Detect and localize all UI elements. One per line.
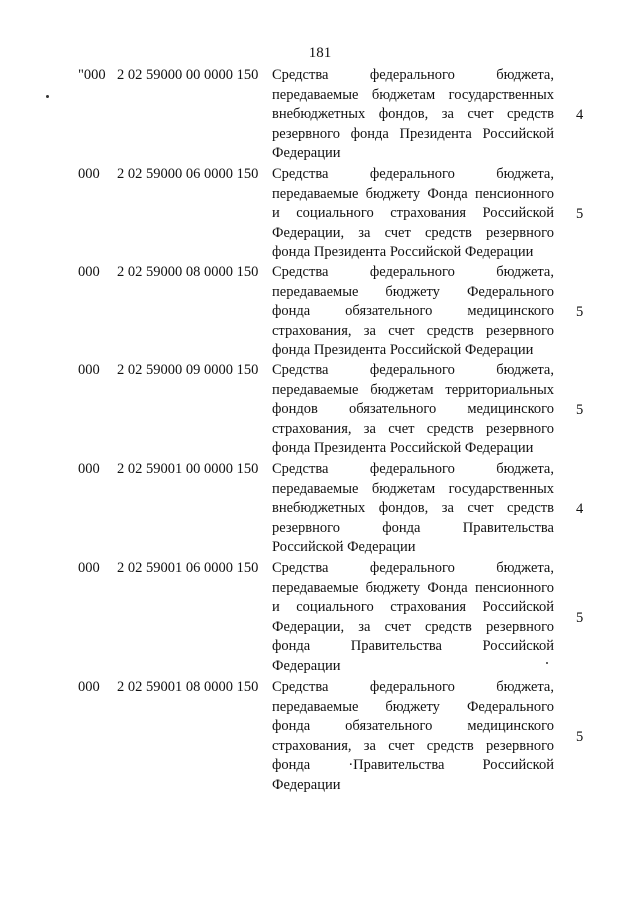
- classification-code: 2 02 59000 08 0000 150: [117, 264, 259, 280]
- income-description: [272, 165, 554, 263]
- income-description: [272, 361, 554, 459]
- admin-code: "000: [78, 67, 106, 83]
- description-line: фонда Президента Российской Федерации: [272, 244, 534, 261]
- description-line: резервного фонда Правительства: [272, 519, 554, 536]
- classification-code: 2 02 59000 06 0000 150: [117, 166, 259, 182]
- page-number: 181: [308, 45, 332, 61]
- description-line: Федерации: [272, 657, 341, 674]
- amount-value: 5: [576, 729, 584, 745]
- description-line: фонда Президента Российской Федерации: [272, 342, 534, 359]
- income-description: [272, 678, 554, 796]
- description-line: резервного фонда Президента Российской: [272, 125, 554, 142]
- classification-code: 2 02 59001 00 0000 150: [117, 461, 259, 477]
- description-line: фонда обязательного медицинского: [272, 303, 554, 320]
- description-line: передаваемые бюджету Фонда пенсионного: [272, 185, 554, 202]
- admin-code: 000: [78, 461, 100, 477]
- scan-speck: [546, 662, 548, 664]
- admin-code: 000: [78, 264, 100, 280]
- description-line: Средства федерального бюджета,: [272, 264, 554, 280]
- description-line: Средства федерального бюджета,: [272, 560, 554, 576]
- amount-value: 4: [576, 107, 584, 123]
- admin-code: 000: [78, 166, 100, 182]
- description-line: Средства федерального бюджета,: [272, 461, 554, 477]
- description-line: страхования, за счет средств резервного: [272, 737, 554, 754]
- description-line: Средства федерального бюджета,: [272, 166, 554, 182]
- income-description: [272, 263, 554, 361]
- description-line: внебюджетных фондов, за счет средств: [272, 500, 554, 517]
- description-line: передаваемые бюджету Федерального: [272, 283, 554, 300]
- description-line: Федерации, за счет средств резервного: [272, 618, 554, 635]
- description-line: Средства федерального бюджета,: [272, 679, 554, 695]
- income-description: [272, 460, 554, 558]
- description-line: передаваемые бюджету Фонда пенсионного: [272, 579, 554, 596]
- description-line: Средства федерального бюджета,: [272, 67, 554, 83]
- classification-code: 2 02 59001 08 0000 150: [117, 679, 259, 695]
- amount-value: 5: [576, 304, 584, 320]
- classification-code: 2 02 59000 00 0000 150: [117, 67, 259, 83]
- description-line: и социального страхования Российской: [272, 205, 554, 222]
- description-line: страхования, за счет средств резервного: [272, 322, 554, 339]
- description-line: фонда Правительства Российской: [272, 638, 554, 655]
- classification-code: 2 02 59001 06 0000 150: [117, 560, 259, 576]
- amount-value: 5: [576, 206, 584, 222]
- admin-code: 000: [78, 362, 100, 378]
- description-line: Федерации: [272, 145, 341, 162]
- description-line: передаваемые бюджету Федерального: [272, 698, 554, 715]
- description-line: фонда ·Правительства Российской: [272, 757, 554, 774]
- description-line: фонда обязательного медицинского: [272, 718, 554, 735]
- description-line: передаваемые бюджетам государственных: [272, 480, 554, 497]
- description-line: фонда Президента Российской Федерации: [272, 440, 534, 457]
- amount-value: 4: [576, 501, 584, 517]
- description-line: страхования, за счет средств резервного: [272, 420, 554, 437]
- amount-value: 5: [576, 402, 584, 418]
- description-line: передаваемые бюджетам государственных: [272, 86, 554, 103]
- income-description: [272, 66, 554, 164]
- description-line: Федерации: [272, 776, 341, 793]
- description-line: передаваемые бюджетам территориальных: [272, 381, 554, 398]
- description-line: Российской Федерации: [272, 539, 416, 556]
- description-line: внебюджетных фондов, за счет средств: [272, 106, 554, 123]
- classification-code: 2 02 59000 09 0000 150: [117, 362, 259, 378]
- description-line: Федерации, за счет средств резервного: [272, 224, 554, 241]
- scan-speck: [46, 95, 49, 98]
- admin-code: 000: [78, 560, 100, 576]
- amount-value: 5: [576, 610, 584, 626]
- income-description: [272, 559, 554, 677]
- description-line: и социального страхования Российской: [272, 599, 554, 616]
- description-line: Средства федерального бюджета,: [272, 362, 554, 378]
- admin-code: 000: [78, 679, 100, 695]
- description-line: фондов обязательного медицинского: [272, 401, 554, 418]
